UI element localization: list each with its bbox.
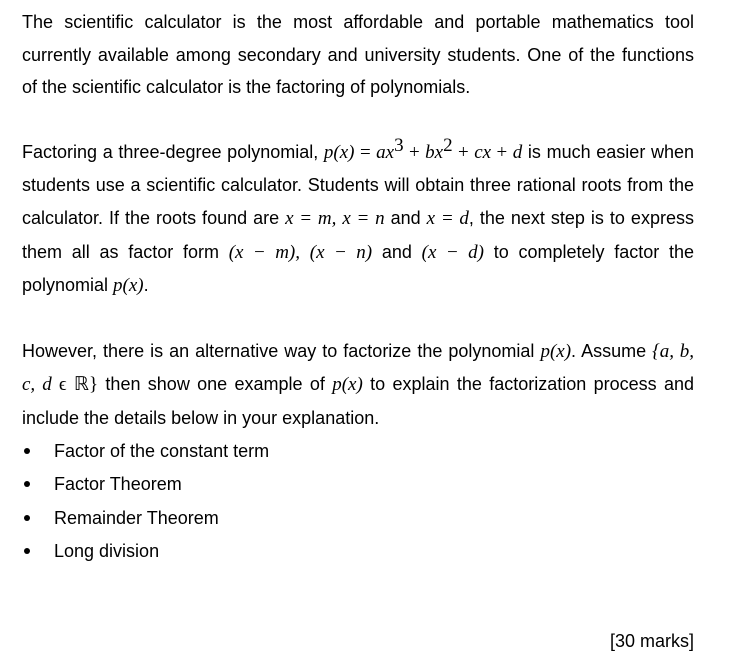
list-item bbox=[22, 435, 694, 469]
math-px: p(x) bbox=[323, 141, 355, 163]
question-body bbox=[22, 6, 694, 569]
text-segment: . bbox=[143, 275, 149, 296]
marks-label: [30 marks] bbox=[609, 631, 694, 651]
text-segment: then show one example of bbox=[98, 374, 333, 395]
math-factor-m: (x − m), bbox=[228, 241, 301, 263]
list-item bbox=[22, 468, 694, 502]
list-item-text: Factor of the constant term bbox=[54, 440, 270, 461]
list-item-text: Factor Theorem bbox=[54, 474, 182, 495]
text-segment: , the next step is to express them all as factor form bbox=[22, 207, 694, 262]
text-segment: . Assume bbox=[571, 340, 653, 361]
math-root-n: x = n bbox=[342, 207, 385, 229]
math-factor-d: (x − d) bbox=[421, 241, 484, 263]
math-cx: cx bbox=[474, 141, 492, 163]
math-px: p(x) bbox=[113, 275, 144, 297]
list-item-text: Remainder Theorem bbox=[54, 507, 219, 528]
math-exp-3: 3 bbox=[394, 134, 404, 156]
bullet-icon bbox=[24, 515, 30, 521]
math-d: d bbox=[512, 141, 523, 163]
math-exp-2: 2 bbox=[443, 134, 453, 156]
math-root-m: x = m, bbox=[285, 207, 337, 229]
math-plus: + bbox=[491, 141, 513, 163]
math-px: p(x) bbox=[332, 374, 363, 396]
list-item-text: Long division bbox=[54, 541, 160, 562]
text-segment: Factoring a three-degree polynomial, bbox=[22, 141, 324, 162]
bullet-icon bbox=[24, 548, 30, 554]
math-px: p(x) bbox=[540, 340, 572, 362]
text-and: and bbox=[390, 207, 421, 228]
bullet-list bbox=[22, 435, 694, 569]
math-ax: ax bbox=[376, 141, 395, 163]
text-segment: is much easier when students use a scientific calculator. Students will obtain three rational roots from the calculator. If the roots found are bbox=[22, 141, 695, 228]
text-and: and bbox=[381, 241, 412, 262]
text-segment: to completely factor the polynomial bbox=[22, 241, 694, 296]
math-reals: ℝ bbox=[73, 374, 89, 396]
list-item bbox=[22, 502, 694, 536]
math-bx: bx bbox=[425, 141, 444, 163]
bullet-icon bbox=[24, 448, 30, 454]
math-plus: + bbox=[403, 141, 426, 163]
text-segment: to explain the factorization process and include the details below in your explanation. bbox=[22, 374, 695, 428]
math-root-d: x = d bbox=[426, 207, 469, 229]
text-segment: However, there is an alternative way to factorize the polynomial bbox=[22, 340, 541, 361]
math-plus: + bbox=[452, 141, 475, 163]
bullet-icon bbox=[24, 481, 30, 487]
math-set-close: } bbox=[88, 374, 99, 396]
math-factor-n: (x − n) bbox=[309, 241, 373, 263]
math-element-of: ϵ bbox=[58, 374, 67, 396]
paragraph-intro: The scientific calculator is the most affordable and portable mathematics tool currently available among secondary and university students. One of the functions of the scientific calculator is the factoring of polynomials. bbox=[22, 12, 694, 98]
paragraph-factoring bbox=[22, 136, 694, 303]
math-set-open: {a, b, c, d bbox=[22, 340, 694, 396]
paragraph-alternative bbox=[22, 335, 694, 435]
list-item bbox=[22, 535, 694, 569]
math-eq: = bbox=[354, 141, 377, 163]
